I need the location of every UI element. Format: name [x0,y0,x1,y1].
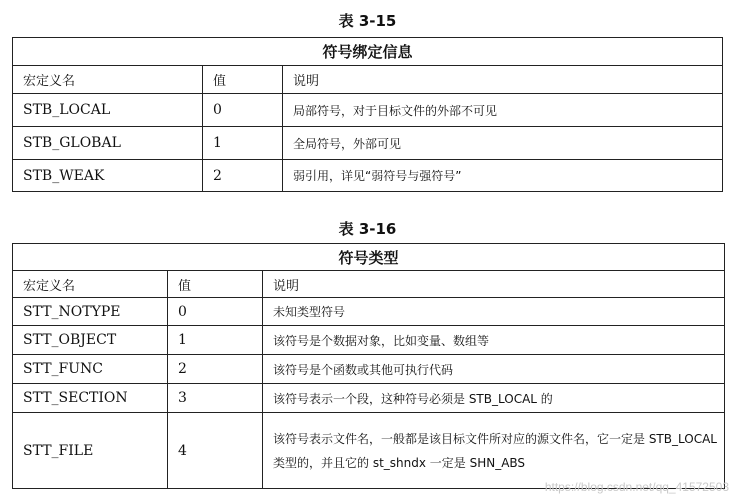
macro-name-cell: STB_LOCAL [13,94,203,127]
macro-name-cell: STT_FILE [13,413,168,489]
watermark-text: https://blog.csdn.net/qq_41572503 [544,480,729,494]
macro-name-cell: STB_WEAK [13,160,203,192]
value-cell: 0 [203,94,283,127]
description-cell: 未知类型符号 [263,298,725,326]
value-cell: 4 [168,413,263,489]
description-cell: 该符号表示一个段，这种符号必须是 STB_LOCAL 的 [263,384,725,413]
table-row [13,355,725,384]
column-header-value: 值 [203,66,283,94]
value-cell: 2 [203,160,283,192]
table-row [13,413,725,489]
column-header-value: 值 [168,271,263,298]
description-cell: 弱引用，详见“弱符号与强符号” [283,160,723,192]
table-caption: 表 3-16 [338,220,397,238]
table-row [13,127,723,160]
macro-name-cell: STT_SECTION [13,384,168,413]
symbol-type-table [12,243,725,489]
description-cell: 该符号是个数据对象，比如变量、数组等 [263,326,725,355]
description-cell: 全局符号，外部可见 [283,127,723,160]
value-cell: 1 [168,326,263,355]
column-header-macro: 宏定义名 [13,66,203,94]
column-header-description: 说明 [283,66,723,94]
symbol-binding-table [12,37,723,192]
description-cell: 该符号是个函数或其他可执行代码 [263,355,725,384]
table-row [13,94,723,127]
column-header-description: 说明 [263,271,725,298]
column-header-macro: 宏定义名 [13,271,168,298]
value-cell: 0 [168,298,263,326]
table-title: 符号绑定信息 [13,38,723,66]
table-row [13,160,723,192]
value-cell: 2 [168,355,263,384]
macro-name-cell: STT_FUNC [13,355,168,384]
description-cell: 该符号表示文件名，一般都是该目标文件所对应的源文件名，它一定是 STB_LOCAL 类型的，并且它的 st_shndx 一定是 SHN_ABS [263,413,725,489]
description-cell: 局部符号，对于目标文件的外部不可见 [283,94,723,127]
table-title: 符号类型 [13,244,725,271]
table-row [13,326,725,355]
table-caption: 表 3-15 [338,12,397,30]
macro-name-cell: STB_GLOBAL [13,127,203,160]
value-cell: 3 [168,384,263,413]
table-row [13,384,725,413]
macro-name-cell: STT_NOTYPE [13,298,168,326]
table-row [13,298,725,326]
value-cell: 1 [203,127,283,160]
macro-name-cell: STT_OBJECT [13,326,168,355]
